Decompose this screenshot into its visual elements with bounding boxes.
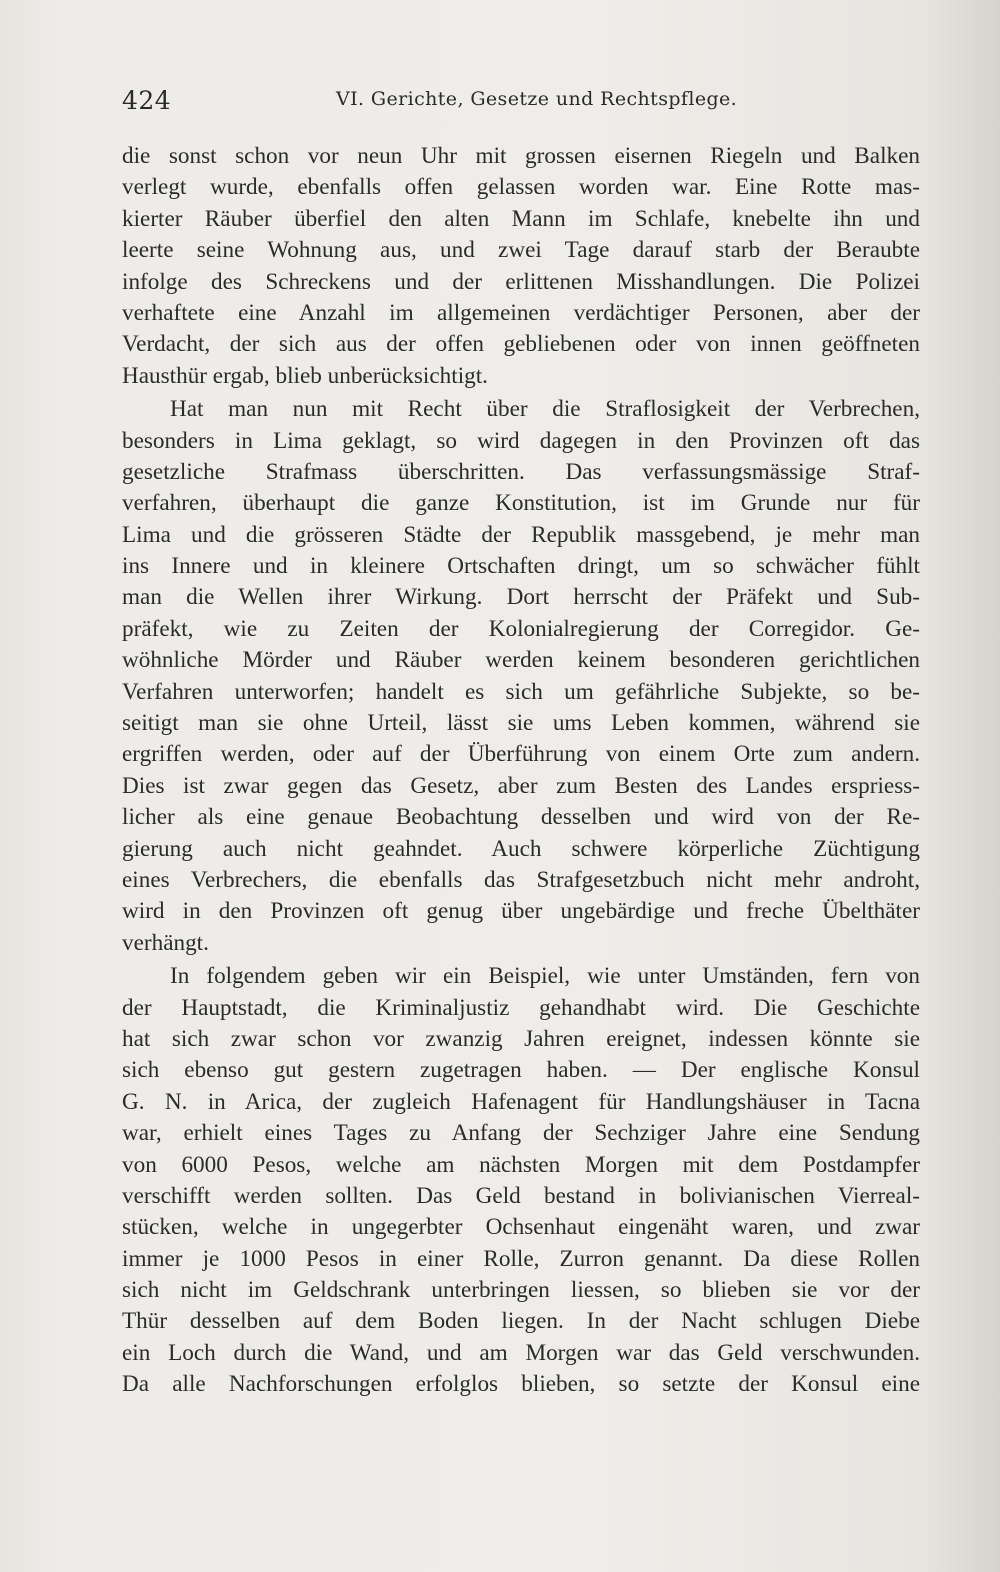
text-line: Hat man nun mit Recht über die Straflosigkeit der Verbrechen, <box>170 396 920 423</box>
text-line: gierung auch nicht geahndet. Auch schwere körperliche Züchtigung <box>122 835 920 862</box>
text-line: leerte seine Wohnung aus, und zwei Tage darauf starb der Beraubte <box>122 237 920 264</box>
text-line: In folgendem geben wir ein Beispiel, wie unter Umständen, fern von <box>170 963 920 990</box>
text-line: G. N. in Arica, der zugleich Hafenagent für Handlungshäuser in Tacna <box>122 1088 920 1115</box>
text-line: präfekt, wie zu Zeiten der Kolonialregierung der Corregidor. Ge- <box>122 615 920 642</box>
text-line: immer je 1000 Pesos in einer Rolle, Zurron genannt. Da diese Rollen <box>122 1245 920 1272</box>
text-line: Thür desselben auf dem Boden liegen. In der Nacht schlugen Diebe <box>122 1308 920 1335</box>
running-head: VI. Gerichte, Gesetze und Rechtspflege. <box>336 88 738 110</box>
paragraph <box>122 961 920 1400</box>
text-line: von 6000 Pesos, welche am nächsten Morgen mit dem Postdampfer <box>122 1151 920 1178</box>
text-line: verhängt. <box>122 929 209 956</box>
text-line: ins Innere und in kleinere Ortschaften dringt, um so schwächer fühlt <box>122 553 920 580</box>
text-line: stücken, welche in ungegerbter Ochsenhaut eingenäht waren, und zwar <box>122 1214 920 1241</box>
text-line: kierter Räuber überfiel den alten Mann im Schlafe, knebelte ihn und <box>122 205 920 232</box>
text-line: sich nicht im Geldschrank unterbringen liessen, so blieben sie vor der <box>122 1277 920 1304</box>
text-line: verlegt wurde, ebenfalls offen gelassen worden war. Eine Rotte mas- <box>122 174 920 201</box>
text-line: Da alle Nachforschungen erfolglos blieben, so setzte der Konsul eine <box>122 1371 920 1398</box>
text-line: war, erhielt eines Tages zu Anfang der Sechziger Jahre eine Sendung <box>122 1120 920 1147</box>
text-line: hat sich zwar schon vor zwanzig Jahren ereignet, indessen könnte sie <box>122 1025 920 1052</box>
paragraph <box>122 394 920 959</box>
text-line: gesetzliche Strafmass überschritten. Das verfassungsmässige Straf- <box>122 458 920 485</box>
text-line: man die Wellen ihrer Wirkung. Dort herrscht der Präfekt und Sub- <box>122 584 920 611</box>
text-line: ergriffen werden, oder auf der Überführung von einem Orte zum andern. <box>122 741 920 768</box>
text-line: verfahren, überhaupt die ganze Konstitution, ist im Grunde nur für <box>122 490 920 517</box>
text-line: licher als eine genaue Beobachtung desselben und wird von der Re- <box>122 804 920 831</box>
text-line: Dies ist zwar gegen das Gesetz, aber zum Besten des Landes erspriess- <box>122 772 920 799</box>
page-header <box>122 84 920 124</box>
text-line: der Hauptstadt, die Kriminaljustiz gehandhabt wird. Die Geschichte <box>122 994 920 1021</box>
paragraph <box>122 141 920 392</box>
text-line: Hausthür ergab, blieb unberücksichtigt. <box>122 362 488 389</box>
text-line: Verfahren unterworfen; handelt es sich um gefährliche Subjekte, so be- <box>122 678 920 705</box>
page-number: 424 <box>122 86 172 115</box>
text-line: Lima und die grösseren Städte der Republik massgebend, je mehr man <box>122 521 920 548</box>
body-text <box>122 141 920 1401</box>
text-line: Verdacht, der sich aus der offen gebliebenen oder von innen geöffneten <box>122 331 920 358</box>
text-line: verhaftete eine Anzahl im allgemeinen verdächtiger Personen, aber der <box>122 299 920 326</box>
text-line: infolge des Schreckens und der erlittenen Misshandlungen. Die Polizei <box>122 268 920 295</box>
text-line: besonders in Lima geklagt, so wird dagegen in den Provinzen oft das <box>122 427 920 454</box>
text-line: wöhnliche Mörder und Räuber werden keinem besonderen gerichtlichen <box>122 647 920 674</box>
text-line: die sonst schon vor neun Uhr mit grossen eisernen Riegeln und Balken <box>122 143 920 169</box>
text-line: seitigt man sie ohne Urteil, lässt sie ums Leben kommen, während sie <box>122 710 920 737</box>
text-line: eines Verbrechers, die ebenfalls das Strafgesetzbuch nicht mehr androht, <box>122 866 920 893</box>
text-line: sich ebenso gut gestern zugetragen haben. — Der englische Konsul <box>122 1057 920 1084</box>
text-line: ein Loch durch die Wand, und am Morgen war das Geld verschwunden. <box>122 1339 920 1366</box>
text-line: verschifft werden sollten. Das Geld bestand in bolivianischen Vierreal- <box>122 1182 920 1209</box>
text-line: wird in den Provinzen oft genug über ungebärdige und freche Übelthäter <box>122 898 920 925</box>
